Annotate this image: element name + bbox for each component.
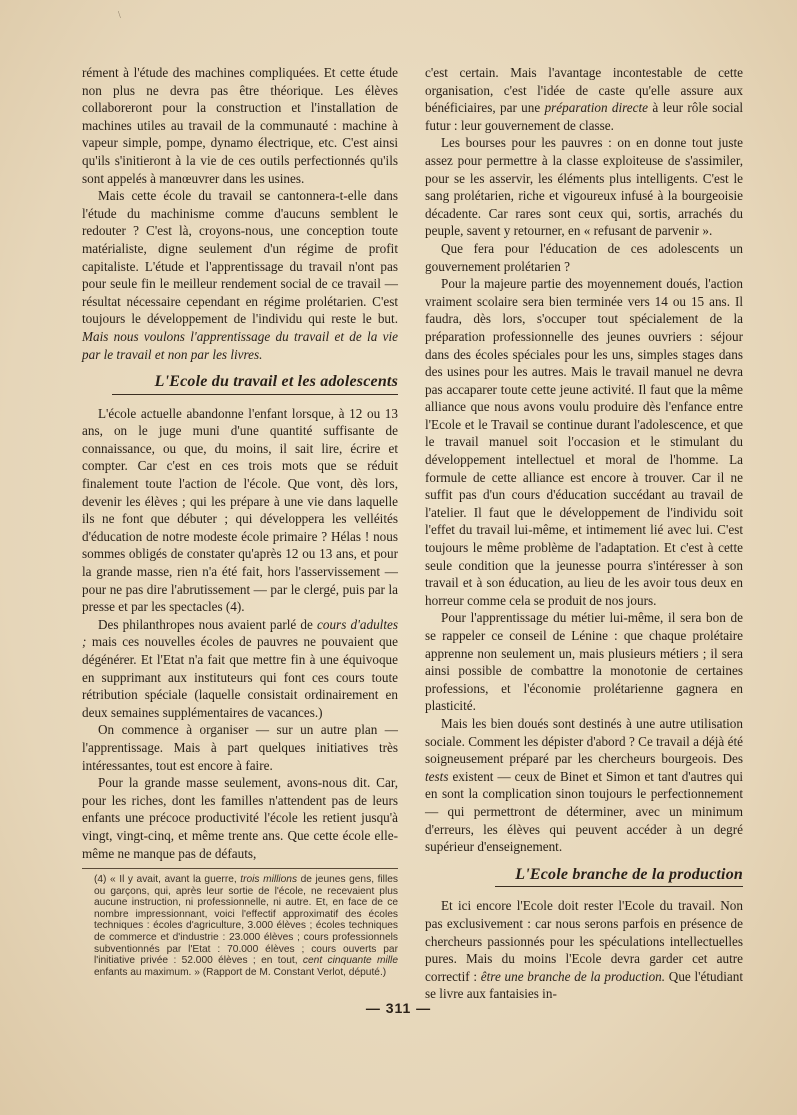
paragraph: Pour la grande masse seulement, avons-nous dit. Car, pour les riches, dont les familles n'attendent pas de leurs enfants une précoce productivité l'école les retient jusqu'à vingt, vingt-cinq, et même trente ans. Que cette école elle-même ne manque pas de défauts, xyxy=(82,775,398,861)
heading-rule xyxy=(495,886,743,887)
emphasis: tests xyxy=(425,768,449,784)
paragraph: rément à l'étude des machines compliquées. Et cette étude non plus ne devra pas être théorique. Les élèves collaboreront pour la construction et l'installation de machines utiles au travail de la communauté : machine à vapeur simple, pompe, dynamo électrique, etc. C'est ainsi qu'ils s'initieront à la vie de ces outils perfectionnés qu'ils sont appelés à manœuvrer dans les usines. xyxy=(82,65,398,186)
top-mark: \ xyxy=(118,10,121,21)
page-number: — 311 — xyxy=(365,1000,432,1016)
paragraph: Pour la majeure partie des moyennement doués, l'action vraiment scolaire sera bien terminée vers 14 ou 15 ans. Il faudra, dès lors, s'occuper tout spécialement de la préparation professionnelle des jeunes ouvriers : séjour dans des écoles spéciales pour les uns, simples stages dans des usines pour les autres. Mais le travail manuel ne devra pas accaparer toute cette jeune activité. Il faut que la même alliance que nous avons voulu produire dès l'enfance entre l'Ecole et le Travail se continue durant l'adolescence, et que le travail manuel soit l'occasion et le stimulant du développement intellectuel et moral de l'homme. La formule de cette alliance est encore à trouver. Car il ne suffit pas d'un cours d'éducation succédant au travail de l'atelier. Il faut que le développement de l'individu soit l'effet du travail lui-même, et intimement lié avec lui. C'est toujours le même problème de l'adaptation. Et c'est à cette seule condition que la jeunesse pourra s'intéresser à son travail et à son éducation, au lieu de les avoir tous deux en horreur comme cela se produit de nos jours. xyxy=(425,276,743,608)
heading-rule xyxy=(112,394,398,395)
paragraph: Que fera pour l'éducation de ces adolescents un gouvernement prolétarien ? xyxy=(425,240,743,274)
emphasis: Mais nous voulons l'apprentissage du travail et de la vie par le travail et non par les livres. xyxy=(82,328,398,362)
paragraph: Et ici encore l'Ecole doit rester l'Ecole du travail. Non pas exclusivement : car nous serons parfois en présence de chercheurs passionnés pour les spéculations intellectuelles pures. Mais du moins l'Ecole devra garder cet autre correctif : être une branche de la production. Que l'étudiant se livre aux fantaisies in- xyxy=(425,898,744,1002)
paragraph: Les bourses pour les pauvres : on en donne tout juste assez pour permettre à la classe exploiteuse de s'assimiler, pour se les asservir, les éléments plus intelligents. C'est le sang prolétarien, riche et vigoureux infusé à la bourgeoisie décadente. Car rares sont ceux qui, sortis, arrachés du peuple, savent y retourner, en « refusant de parvenir ». xyxy=(425,135,743,239)
emphasis: préparation directe xyxy=(544,100,649,116)
paragraph: c'est certain. Mais l'avantage incontestable de cette organisation, c'est l'idée de caste qu'elle assure aux bénéficiaires, par une préparation directe à leur rôle social futur : leur gouvernement de classe. xyxy=(425,65,744,133)
paragraph: On commence à organiser — sur un autre plan — l'apprentissage. Mais à part quelques initiatives très intéressantes, tout est encore à faire. xyxy=(82,722,398,773)
paragraph: Mais les bien doués sont destinés à une autre utilisation sociale. Comment les dépister d'abord ? Ce travail a déjà été soigneusement préparé par les chercheurs bourgeois. Des tests existent — ceux de Binet et Simon et tant d'autres qui en sont la complication sinon toujours le perfectionnement — qui permettront de déterminer, avec un minimum d'erreurs, les élèves qui peuvent accéder à un degré supérieur d'enseignement. xyxy=(425,715,744,855)
emphasis: être une branche de la production. xyxy=(480,968,666,984)
left-column xyxy=(82,64,398,862)
right-column xyxy=(425,64,743,1003)
paragraph: Pour l'apprentissage du métier lui-même, il sera bon de se rappeler ce conseil de Lénine : que chaque prolétaire apprenne non seulement un, mais plusieurs métiers ; il sera ainsi possible de combattre la monotonie de certaines professions, et l'économie prolétarienne gagnera en plasticité. xyxy=(425,610,743,714)
paragraph: Mais cette école du travail se cantonnera-t-elle dans l'étude du machinisme comme d'aucuns semblent le redouter ? C'est là, croyons-nous, une conception toute matérialiste, digne seulement d'un régime de profit capitaliste. L'étude et l'apprentissage du travail n'ont pas pour seule fin le meilleur rendement social de ce travail — résultat nécessaire cependant en régime prolétarien. C'est toujours le développement de l'individu qui reste le but. Mais nous voulons l'apprentissage du travail et de la vie par le travail et non par les livres. xyxy=(82,188,398,362)
paragraph: L'école actuelle abandonne l'enfant lorsque, à 12 ou 13 ans, on le juge muni d'une quantité suffisante de connaissance, ou que, du moins, il sait lire, écrire et compter. Car c'est en ces trois mots que se réduit finalement toute l'action de l'école. Que vont, dès lors, devenir les élèves ; qui les prépare à une vie dans laquelle ils ne font que débuter ; qui développera les velléités d'éducation de notre modeste école primaire ? Hélas ! nous sommes obligés de constater qu'après 12 ou 13 ans, et pour la grande masse, rien n'a été fait, hors l'asservissement — pour ne pas dire l'abrutissement — par le clergé, puis par la presse et par les spectacles (4). xyxy=(82,405,398,615)
section-heading: L'Ecole branche de la production xyxy=(515,865,743,883)
footnote-separator xyxy=(82,868,398,869)
paragraph: Des philanthropes nous avaient parlé de cours d'adultes ; mais ces nouvelles écoles de pauvres ne pouvaient que dégénérer. Et l'Etat n'a fait que mettre fin à une équivoque en supprimant aux instituteurs qui font ces cours toute rétribution spéciale (laquelle consistait ordinairement en deux semaines supplémentaires de vacances.) xyxy=(82,616,399,720)
footnote: (4) « Il y avait, avant la guerre, trois millions de jeunes gens, filles ou garçons, qui, après leur sortie de l'école, ne recevaient plus aucune instruction, ni professionnelle, ni autre. Et, en face de ce nombre impressionnant, voici l'effectif approximatif des écoles techniques : écoles d'agriculture, 3.000 élèves ; écoles techniques de commerce et d'industrie : 23.000 élèves ; cours professionnels subventionnés par l'Etat : 70.000 élèves ; cours ouverts par l'initiative privée : 52.000 élèves ; en tout, cent cinquante mille enfants au maximum. » (Rapport de M. Constant Verlot, député.) xyxy=(94,874,398,978)
section-heading: L'Ecole du travail et les adolescents xyxy=(154,373,398,391)
emphasis: cours d'adultes ; xyxy=(82,616,398,650)
